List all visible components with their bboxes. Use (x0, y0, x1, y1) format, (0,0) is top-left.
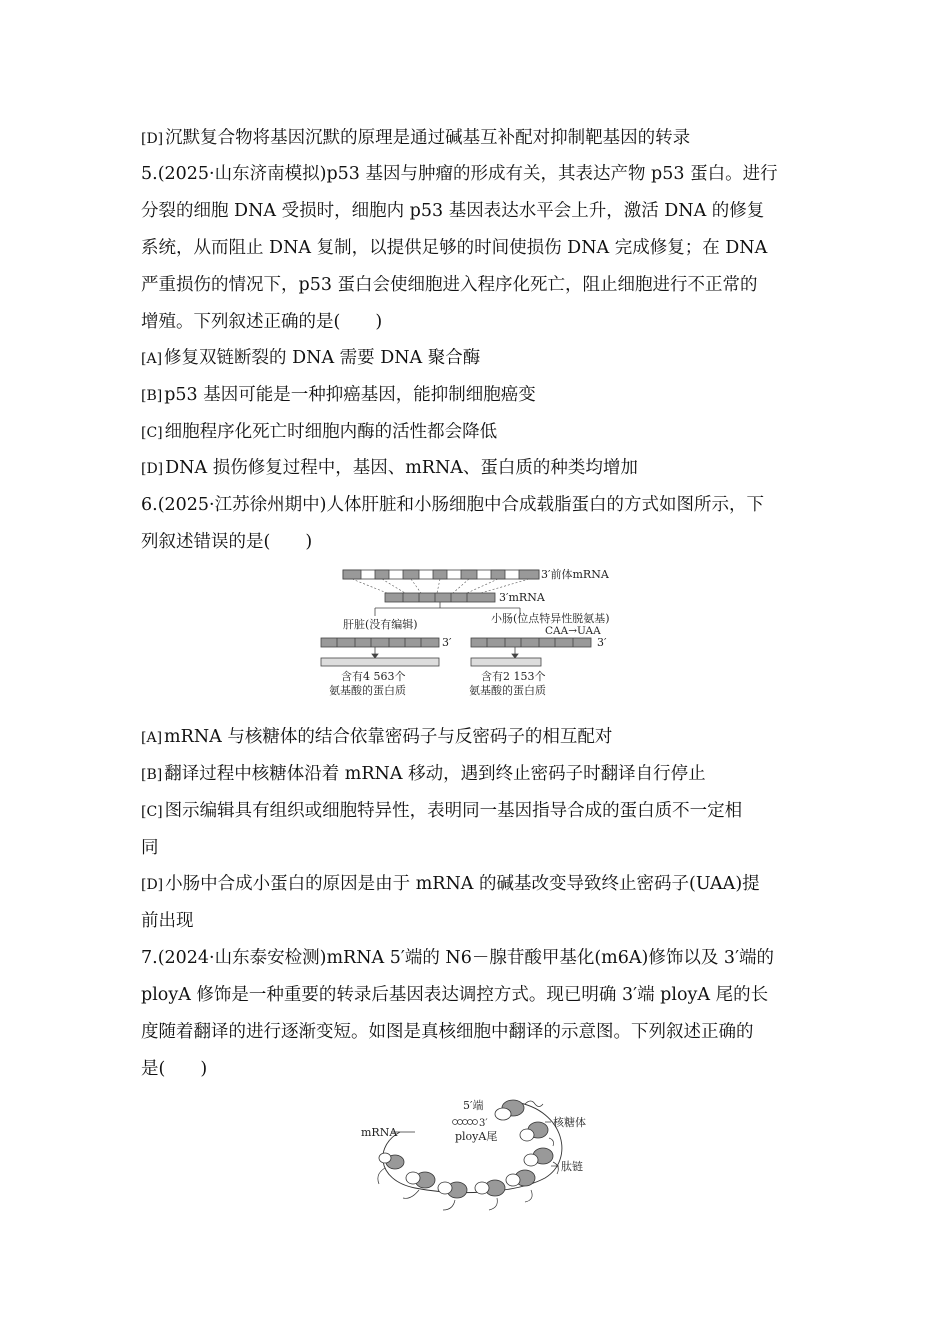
q6-stem-line-1: 6.(2025·江苏徐州期中)人体肝脏和小肠细胞中合成载脂蛋白的方式如图所示，下 (141, 495, 764, 515)
intestine-three-prime: 3′ (597, 636, 607, 649)
liver-protein-bar (321, 658, 439, 666)
q6-option-b[interactable] (141, 762, 706, 787)
q7-stem-line-2: ployA 修饰是一种重要的转录后基因表达调控方式。现已明确 3′端 ployA 尾的长 (141, 985, 769, 1005)
ribosomes (379, 1100, 553, 1198)
three-prime-label: 3′ (479, 1118, 488, 1129)
option-text: 小肠中合成小蛋白的原因是由于 mRNA 的碱基改变导致终止密码子(UAA)提 (165, 874, 760, 894)
option-label: [D] (141, 877, 164, 893)
option-label: [A] (141, 730, 163, 746)
q5-stem-line-2: 分裂的细胞 DNA 受损时，细胞内 p53 基因表达水平会上升，激活 DNA 的修复 (141, 201, 765, 221)
q7-stem-line-4: 是( ) (141, 1059, 208, 1079)
q5-option-b[interactable] (141, 383, 536, 408)
q6-stem-line-2: 列叙述错误的是( ) (141, 532, 313, 552)
option-text: p53 基因可能是一种抑癌基因，能抑制细胞癌变 (164, 385, 536, 405)
intestine-label: 小肠(位点特异性脱氨基) (491, 612, 610, 625)
intestine-mrna-bar (471, 638, 591, 647)
intestine-protein-line-1: 含有2 153个 (481, 670, 546, 683)
q5-option-d[interactable] (141, 456, 638, 481)
pre-mrna-label: 3′前体mRNA (541, 568, 609, 581)
q6-option-c-cont: 同 (141, 838, 159, 858)
peptide-label: 肽链 (561, 1160, 583, 1173)
liver-protein-line-2: 氨基酸的蛋白质 (329, 684, 406, 697)
liver-three-prime: 3′ (442, 636, 452, 649)
q5-stem-line-1: 5.(2025·山东济南模拟)p53 基因与肿瘤的形成有关，其表达产物 p53 蛋白。进行 (141, 164, 778, 184)
liver-mrna-bar (321, 638, 439, 647)
intestine-protein-bar (471, 658, 541, 666)
option-text: 细胞程序化死亡时细胞内酶的活性都会降低 (164, 422, 498, 442)
rna-editing-figure (315, 562, 645, 702)
option-label: [B] (141, 388, 163, 404)
q4-option-d (141, 126, 690, 151)
option-text: 沉默复合物将基因沉默的原理是通过碱基互补配对抑制靶基因的转录 (165, 128, 691, 148)
pre-mrna-bar (343, 570, 539, 579)
option-label: [C] (141, 425, 163, 441)
polya-label: ployA尾 (455, 1130, 498, 1143)
q5-option-a[interactable] (141, 346, 480, 371)
option-text: 修复双链断裂的 DNA 需要 DNA 聚合酶 (164, 348, 481, 368)
q6-option-c[interactable] (141, 799, 742, 824)
option-label: [D] (141, 461, 164, 477)
q5-option-c[interactable] (141, 420, 497, 445)
five-prime-label: 5′端 (463, 1099, 484, 1112)
q6-option-d[interactable] (141, 872, 760, 897)
option-text: DNA 损伤修复过程中，基因、mRNA、蛋白质的种类均增加 (165, 458, 638, 478)
liver-label: 肝脏(没有编辑) (343, 618, 418, 631)
option-text: 图示编辑具有组织或细胞特异性，表明同一基因指导合成的蛋白质不一定相 (164, 801, 743, 821)
polya-tail (453, 1120, 478, 1125)
mature-mrna-bar (385, 593, 495, 602)
mrna-label: 3′mRNA (499, 591, 545, 604)
q6-option-d-cont: 前出现 (141, 911, 194, 931)
intestine-protein-line-2: 氨基酸的蛋白质 (469, 684, 546, 697)
ribosome-label: 核糖体 (553, 1116, 586, 1129)
q5-stem-line-5: 增殖。下列叙述正确的是( ) (141, 312, 383, 332)
option-label: [A] (141, 351, 163, 367)
option-text: mRNA 与核糖体的结合依靠密码子与反密码子的相互配对 (164, 727, 613, 747)
mrna-label: mRNA (361, 1126, 398, 1139)
option-label: [C] (141, 804, 163, 820)
option-label: [B] (141, 767, 163, 783)
q6-option-a[interactable] (141, 725, 612, 750)
q7-stem-line-1: 7.(2024·山东泰安检测)mRNA 5′端的 N6－腺苷酸甲基化(m6A)修饰以及 3′端的 (141, 948, 775, 968)
option-text: 翻译过程中核糖体沿着 mRNA 移动，遇到终止密码子时翻译自行停止 (164, 764, 706, 784)
q5-stem-line-3: 系统，从而阻止 DNA 复制，以提供足够的时间使损伤 DNA 完成修复；在 DNA (141, 238, 768, 258)
q5-stem-line-4: 严重损伤的情况下，p53 蛋白会使细胞进入程序化死亡，阻止细胞进行不正常的 (141, 275, 758, 295)
q7-stem-line-3: 度随着翻译的进行逐渐变短。如图是真核细胞中翻译的示意图。下列叙述正确的 (141, 1022, 754, 1042)
option-label: [D] (141, 131, 164, 147)
liver-protein-line-1: 含有4 563个 (341, 670, 406, 683)
translation-figure (355, 1090, 605, 1215)
edit-label: CAA→UAA (545, 625, 601, 637)
